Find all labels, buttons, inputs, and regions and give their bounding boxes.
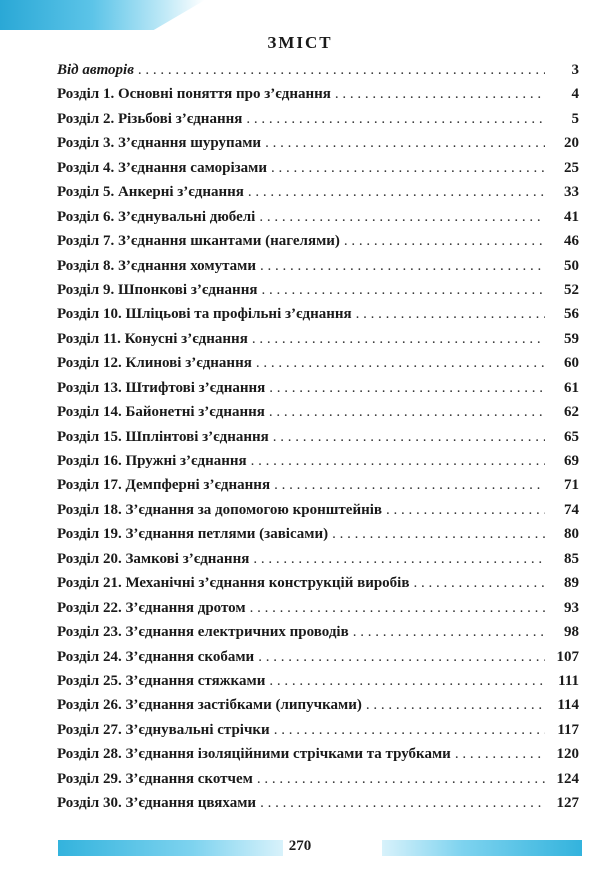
dot-leader bbox=[269, 380, 545, 397]
dot-leader bbox=[344, 233, 545, 250]
toc-entry-page: 41 bbox=[564, 208, 579, 225]
toc-entry-page: 3 bbox=[571, 62, 579, 78]
toc-entry[interactable] bbox=[57, 697, 579, 721]
toc-entry[interactable] bbox=[57, 331, 579, 355]
toc-entry[interactable] bbox=[57, 795, 579, 819]
dot-leader bbox=[257, 771, 545, 788]
toc-entry-label: Розділ 22. З’єднання дротом bbox=[57, 599, 246, 616]
toc-entry-page: 80 bbox=[564, 526, 579, 543]
toc-entry-page: 20 bbox=[564, 135, 579, 152]
dot-leader bbox=[274, 477, 545, 494]
toc-entry[interactable] bbox=[57, 258, 579, 282]
toc-entry-label: Розділ 1. Основні поняття про з’єднання bbox=[57, 86, 331, 103]
toc-entry[interactable] bbox=[57, 209, 579, 233]
toc-entry-label: Розділ 11. Конусні з’єднання bbox=[57, 330, 248, 347]
toc-entry[interactable] bbox=[57, 355, 579, 379]
toc-entry-label: Розділ 24. З’єднання скобами bbox=[57, 648, 255, 665]
toc-entry-label: Розділ 13. Штифтові з’єднання bbox=[57, 379, 266, 396]
table-of-contents bbox=[57, 62, 579, 820]
toc-entry-label: Розділ 8. З’єднання хомутами bbox=[57, 257, 257, 274]
toc-entry-label: Розділ 19. З’єднання петлями (завісами) bbox=[57, 526, 329, 543]
toc-entry-page: 61 bbox=[564, 379, 579, 396]
dot-leader bbox=[353, 624, 545, 641]
toc-entry-page: 59 bbox=[564, 330, 579, 347]
toc-entry-page: 33 bbox=[564, 184, 579, 201]
toc-entry[interactable] bbox=[57, 600, 579, 624]
toc-entry[interactable] bbox=[57, 282, 579, 306]
toc-entry-page: 71 bbox=[564, 477, 579, 494]
toc-entry-label: Розділ 9. Шпонкові з’єднання bbox=[57, 281, 258, 298]
dot-leader bbox=[252, 331, 545, 348]
page-number: 270 bbox=[288, 838, 312, 854]
toc-entry-label: Розділ 3. З’єднання шурупами bbox=[57, 135, 262, 152]
dot-leader bbox=[274, 722, 545, 739]
dot-leader bbox=[269, 404, 545, 421]
toc-entry-label: Розділ 23. З’єднання електричних проводів bbox=[57, 624, 349, 641]
toc-entry-page: 98 bbox=[564, 624, 579, 641]
toc-entry-label: Розділ 6. З’єднувальні дюбелі bbox=[57, 208, 256, 225]
dot-leader bbox=[269, 673, 545, 690]
dot-leader bbox=[335, 86, 545, 103]
toc-entry[interactable] bbox=[57, 746, 579, 770]
toc-entry-label: Розділ 12. Клинові з’єднання bbox=[57, 355, 252, 372]
toc-entry-page: 52 bbox=[564, 281, 579, 298]
toc-entry[interactable] bbox=[57, 184, 579, 208]
toc-entry-label: Розділ 15. Шплінтові з’єднання bbox=[57, 428, 269, 445]
toc-entry-page: 69 bbox=[564, 453, 579, 469]
toc-entry[interactable] bbox=[57, 771, 579, 795]
toc-entry[interactable] bbox=[57, 575, 579, 599]
toc-entry-page: 111 bbox=[558, 672, 579, 689]
dot-leader bbox=[413, 575, 545, 592]
page-title: ЗМІСТ bbox=[267, 33, 333, 52]
toc-entry-label: Розділ 27. З’єднувальні стрічки bbox=[57, 721, 270, 738]
toc-entry[interactable] bbox=[57, 135, 579, 159]
toc-entry-label: Розділ 26. З’єднання застібками (липучками) bbox=[57, 697, 362, 714]
toc-entry-page: 85 bbox=[564, 550, 579, 567]
toc-entry[interactable] bbox=[57, 551, 579, 575]
toc-entry-label: Розділ 20. Замкові з’єднання bbox=[57, 550, 250, 567]
toc-entry-label: Розділ 4. З’єднання саморізами bbox=[57, 159, 267, 176]
toc-entry-label: Розділ 29. З’єднання скотчем bbox=[57, 770, 253, 787]
toc-entry-label: Розділ 21. Механічні з’єднання конструкцій виробів bbox=[57, 575, 410, 592]
dot-leader bbox=[259, 209, 545, 226]
toc-entry[interactable] bbox=[57, 722, 579, 746]
toc-entry-page: 107 bbox=[556, 648, 579, 665]
toc-entry-page: 124 bbox=[556, 770, 579, 787]
toc-entry-label: Від авторів bbox=[57, 62, 134, 78]
dot-leader bbox=[265, 135, 545, 152]
toc-entry-label: Розділ 5. Анкерні з’єднання bbox=[57, 184, 244, 201]
toc-entry-page: 56 bbox=[564, 306, 579, 323]
toc-entry[interactable] bbox=[57, 86, 579, 110]
dot-leader bbox=[271, 160, 545, 177]
toc-entry-label: Розділ 25. З’єднання стяжками bbox=[57, 672, 266, 689]
toc-entry[interactable] bbox=[57, 380, 579, 404]
dot-leader bbox=[260, 258, 545, 275]
toc-entry-page: 114 bbox=[557, 697, 579, 714]
dot-leader bbox=[332, 526, 545, 543]
toc-entry[interactable] bbox=[57, 477, 579, 501]
dot-leader bbox=[455, 746, 545, 763]
toc-entry[interactable] bbox=[57, 453, 579, 477]
toc-entry-page: 50 bbox=[564, 257, 579, 274]
dot-leader bbox=[251, 453, 545, 470]
toc-entry-label: Розділ 18. З’єднання за допомогою кронштейнів bbox=[57, 501, 383, 518]
dot-leader bbox=[273, 429, 545, 446]
toc-entry-page: 89 bbox=[564, 575, 579, 592]
toc-entry-page: 127 bbox=[556, 795, 579, 812]
toc-entry-page: 93 bbox=[564, 599, 579, 616]
toc-entry[interactable] bbox=[57, 649, 579, 673]
toc-entry-label: Розділ 10. Шліцьові та профільні з’єднання bbox=[57, 306, 352, 323]
toc-entry-label: Розділ 16. Пружні з’єднання bbox=[57, 453, 247, 469]
decorative-top-band bbox=[0, 0, 205, 30]
toc-entry[interactable] bbox=[57, 306, 579, 330]
toc-entry-page: 117 bbox=[557, 721, 579, 738]
toc-entry[interactable] bbox=[57, 233, 579, 257]
toc-entry[interactable] bbox=[57, 160, 579, 184]
dot-leader bbox=[246, 111, 545, 128]
toc-entry[interactable] bbox=[57, 429, 579, 453]
toc-entry-page: 65 bbox=[564, 428, 579, 445]
toc-entry[interactable] bbox=[57, 62, 579, 86]
toc-entry-label: Розділ 2. Різьбові з’єднання bbox=[57, 110, 243, 127]
toc-entry-page: 60 bbox=[564, 355, 579, 372]
dot-leader bbox=[366, 697, 545, 714]
dot-leader bbox=[261, 282, 545, 299]
dot-leader bbox=[248, 184, 545, 201]
toc-entry-page: 4 bbox=[571, 86, 579, 103]
toc-entry-label: Розділ 28. З’єднання ізоляційними стрічками та трубками bbox=[57, 746, 451, 763]
dot-leader bbox=[256, 355, 545, 372]
toc-entry-label: Розділ 7. З’єднання шкантами (нагелями) bbox=[57, 233, 340, 250]
toc-entry[interactable] bbox=[57, 111, 579, 135]
toc-entry-label: Розділ 30. З’єднання цвяхами bbox=[57, 795, 257, 812]
dot-leader bbox=[250, 600, 545, 617]
toc-entry[interactable] bbox=[57, 404, 579, 428]
dot-leader bbox=[386, 502, 545, 519]
toc-entry[interactable] bbox=[57, 673, 579, 697]
dot-leader bbox=[260, 795, 545, 812]
toc-entry[interactable] bbox=[57, 526, 579, 550]
toc-entry-page: 62 bbox=[564, 404, 579, 421]
toc-entry-label: Розділ 14. Байонетні з’єднання bbox=[57, 404, 265, 421]
toc-entry-page: 46 bbox=[564, 233, 579, 250]
toc-entry[interactable] bbox=[57, 624, 579, 648]
dot-leader bbox=[253, 551, 545, 568]
toc-entry-label: Розділ 17. Демпферні з’єднання bbox=[57, 477, 271, 494]
toc-entry-page: 5 bbox=[571, 110, 579, 127]
toc-entry-page: 25 bbox=[564, 159, 579, 176]
toc-entry[interactable] bbox=[57, 502, 579, 526]
dot-leader bbox=[138, 62, 545, 79]
dot-leader bbox=[258, 649, 545, 666]
toc-entry-page: 74 bbox=[564, 501, 579, 518]
dot-leader bbox=[356, 306, 545, 323]
toc-entry-page: 120 bbox=[556, 746, 579, 763]
